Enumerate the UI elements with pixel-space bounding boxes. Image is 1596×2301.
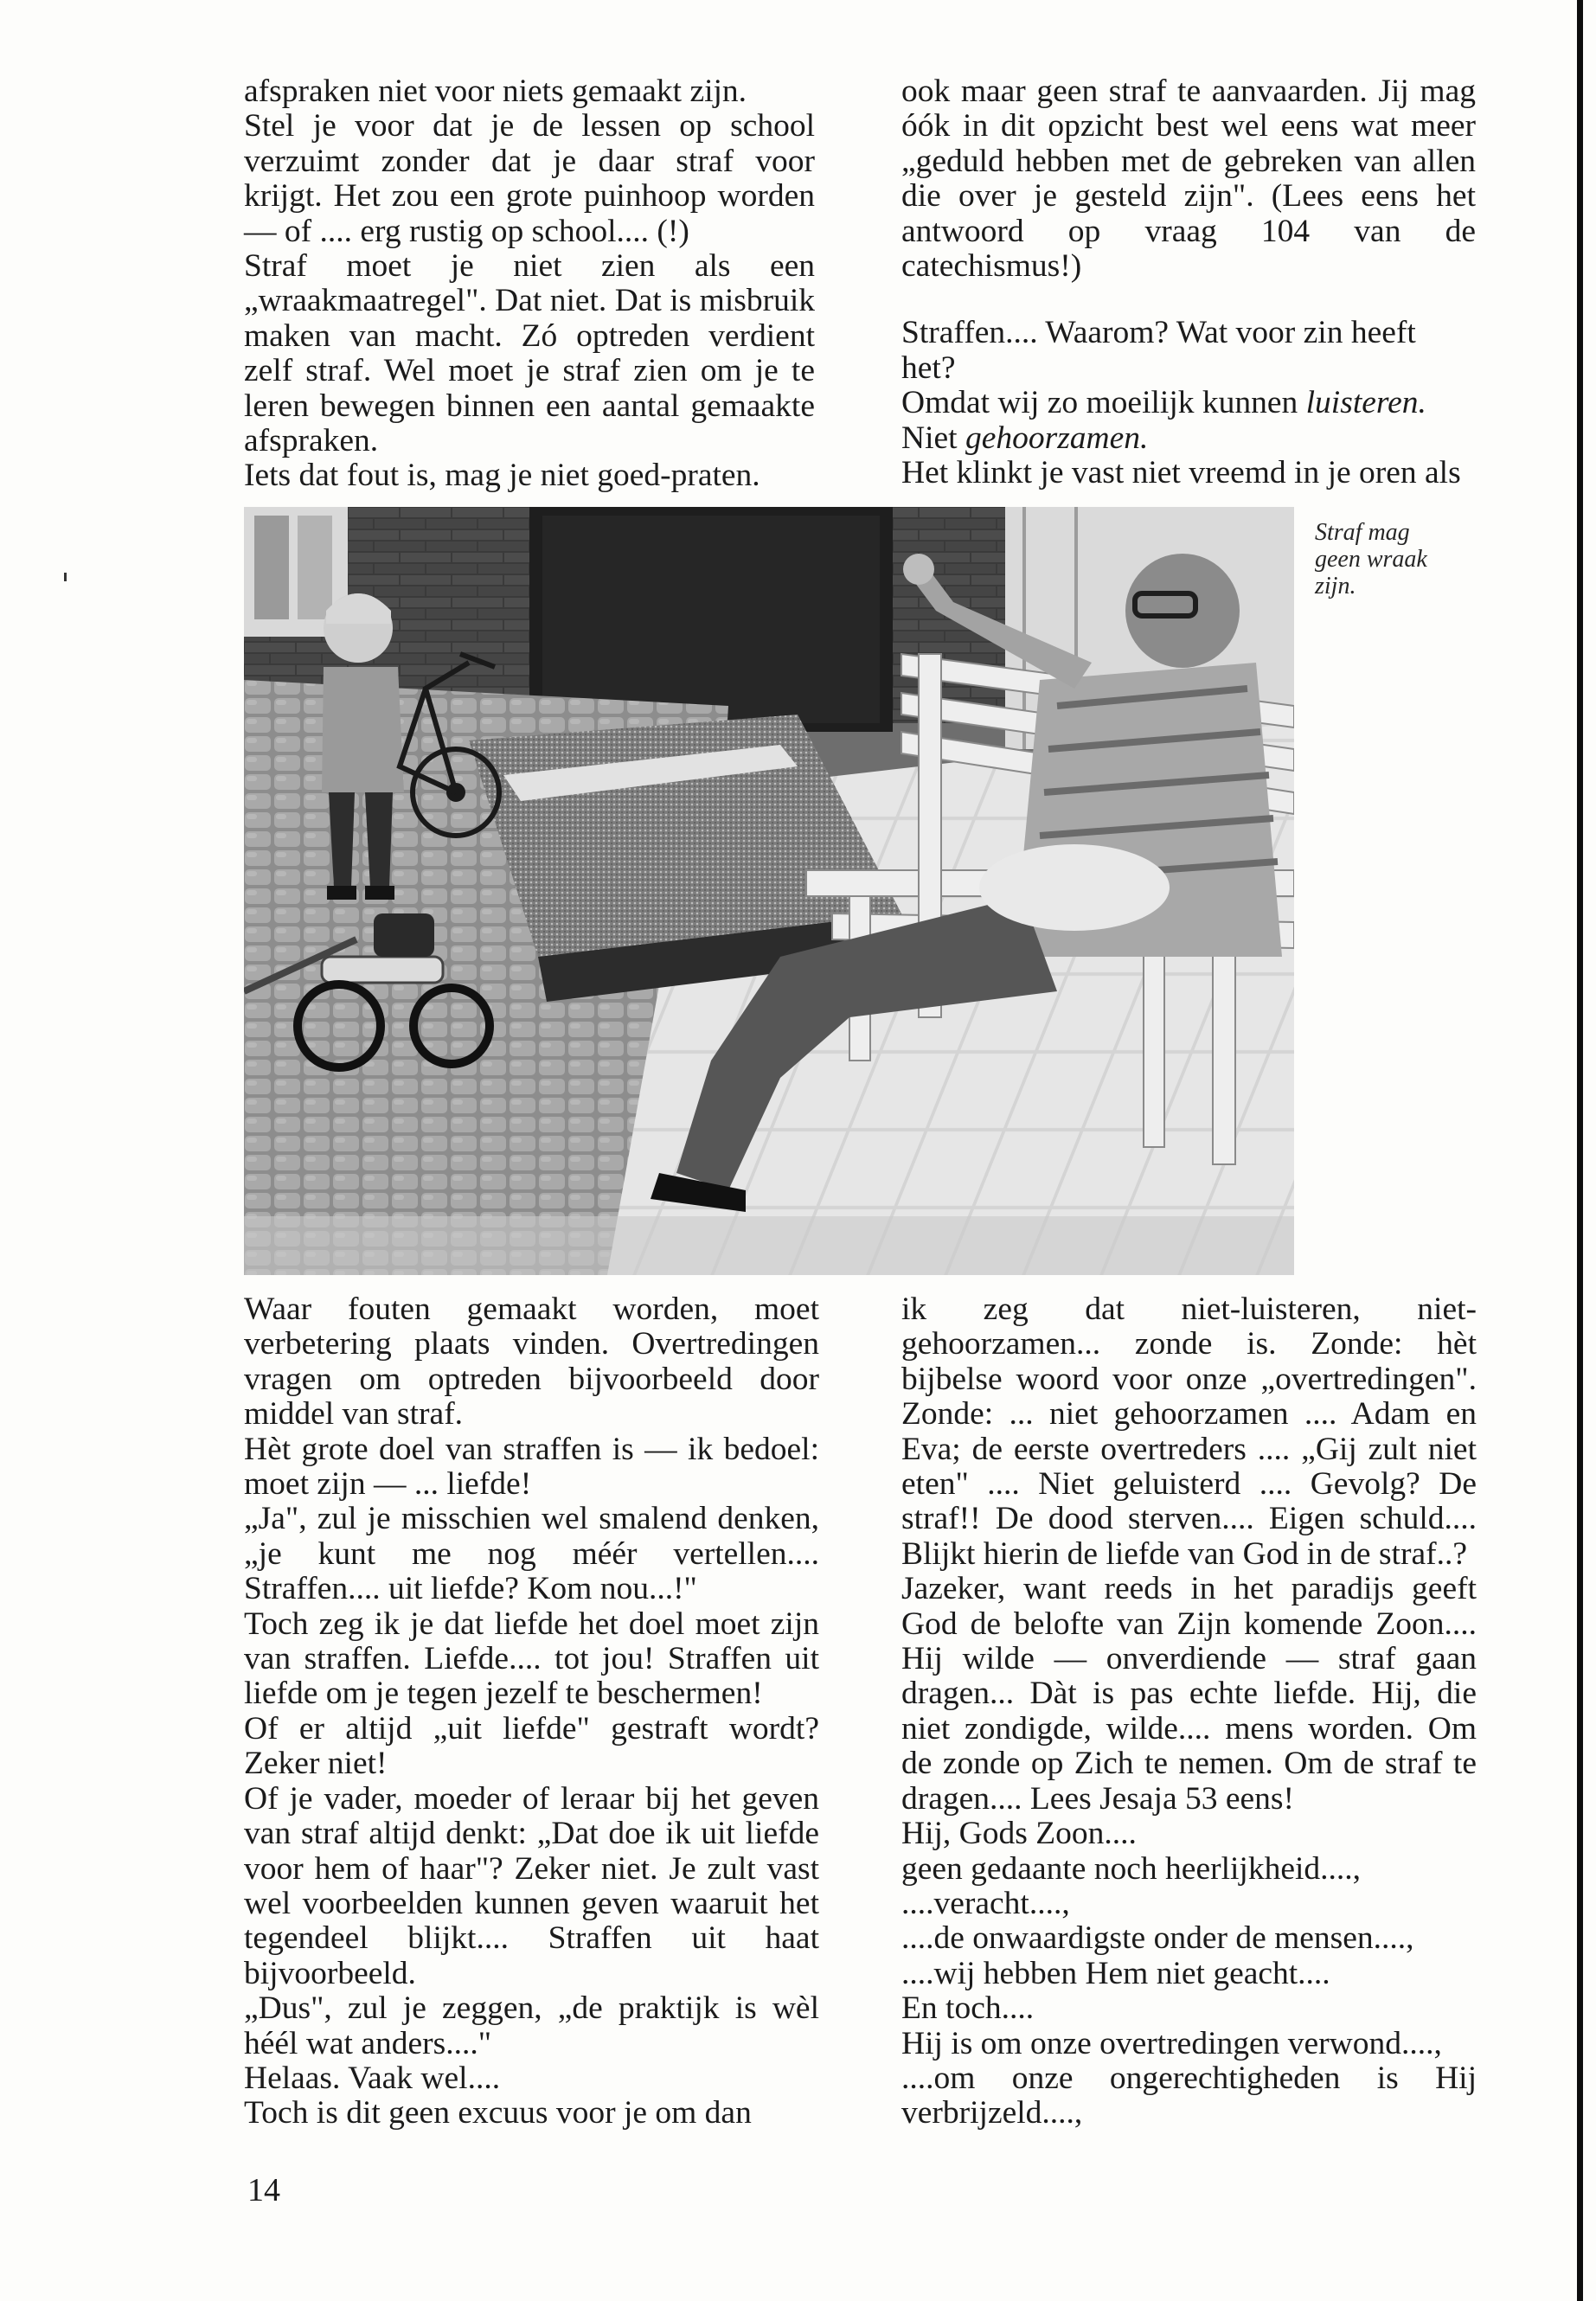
page-number: 14 (247, 2172, 280, 2208)
paragraph: Helaas. Vaak wel.... (244, 2060, 501, 2096)
caption-line: zijn. (1315, 573, 1356, 599)
paragraph: geen gedaante noch heerlijkheid...., (901, 1850, 1362, 1887)
paragraph: Hij is om onze overtredingen verwond...., (901, 2025, 1442, 2061)
column-bottom-left (244, 1292, 819, 2131)
paragraph: Het klinkt je vast niet vreemd in je oren als (901, 455, 1461, 491)
column-bottom-right (901, 1292, 1477, 2131)
paragraph: Straf moet je niet zien als een „wraakmaatregel". Dat niet. Dat is misbruik maken van macht. Zó optreden verdient zelf straf. Wel moet je straf zien om je te leren bewegen binnen een aantal gemaakte afspraken. (244, 248, 815, 459)
paragraph: ....de onwaardigste onder de mensen...., (901, 1920, 1414, 1957)
paragraph: Jazeker, want reeds in het paradijs geeft God de belofte van Zijn komende Zoon.... Hij wilde — onverdiende — straf gaan dragen... Dàt is pas echte liefde. Hij, die niet zondigde, wilde.... mens worden. Om de zonde op Zich te nemen. Om de straf te dragen.... Lees Jesaja 53 eens! (901, 1571, 1477, 1817)
stray-mark (64, 573, 67, 581)
paragraph (901, 386, 1476, 420)
paragraph: Straffen.... Waarom? Wat voor zin heeft het? (901, 315, 1416, 386)
paragraph: Hij, Gods Zoon.... (901, 1816, 1137, 1852)
photo-caption (1315, 519, 1471, 599)
page-edge-line (1577, 0, 1583, 2301)
column-top-left (244, 74, 815, 494)
emphasis: gehoorzamen. (965, 420, 1149, 456)
paragraph: ook maar geen straf te aanvaarden. Jij mag óók in dit opzicht best wel eens wat meer „geduld hebben met de gebreken van allen die over je gesteld zijn". (Lees eens het antwoord op vraag 104 van de catechismus!) (901, 74, 1476, 285)
paragraph: Of er altijd „uit liefde" gestraft wordt? Zeker niet! (244, 1710, 819, 1782)
text-run: Niet (901, 420, 965, 456)
text-run: Omdat wij zo moeilijk kunnen (901, 385, 1306, 421)
paragraph (901, 421, 1476, 456)
paragraph: ....om onze ongerechtigheden is Hij verbrijzeld...., (901, 2060, 1477, 2131)
paragraph: Stel je voor dat je de lessen op school verzuimt zonder dat je daar straf voor krijgt. Het zou een grote puinhoop worden — of .... erg rustig op school.... (!) (244, 108, 815, 249)
paragraph: Iets dat fout is, mag je niet goed-praten. (244, 458, 760, 494)
paragraph: Toch is dit geen excuus voor je om dan (244, 2095, 752, 2131)
photo-illustration (244, 507, 1294, 1275)
paragraph: „Dus", zul je zeggen, „de praktijk is wèl héél wat anders...." (244, 1990, 819, 2061)
paragraph: ....wij hebben Hem niet geacht.... (901, 1955, 1330, 1991)
photo-grandfather-and-child (244, 507, 1294, 1275)
paragraph: Toch zeg ik je dat liefde het doel moet zijn van straffen. Liefde.... tot jou! Straffen uit liefde om je tegen jezelf te beschermen! (244, 1606, 819, 1712)
caption-line: Straf mag (1315, 519, 1410, 546)
paragraph: afspraken niet voor niets gemaakt zijn. (244, 74, 747, 109)
paragraph: „Ja", zul je misschien wel smalend denken, „je kunt me nog méér vertellen.... Straffen.... uit liefde? Kom nou...!" (244, 1501, 819, 1607)
column-top-right (901, 74, 1476, 490)
paragraph: Hèt grote doel van straffen is — ik bedoel: moet zijn — ... liefde! (244, 1431, 819, 1503)
paragraph: Of je vader, moeder of leraar bij het geven van straf altijd denkt: „Dat doe ik uit liefde voor hem of haar"? Zeker niet. Je zult vast wel voorbeelden kunnen geven waaruit het tegendeel blijkt.... Straffen uit haat bijvoorbeeld. (244, 1780, 819, 1991)
paragraph: Waar fouten gemaakt worden, moet verbetering plaats vinden. Overtredingen vragen om optreden bijvoorbeeld door middel van straf. (244, 1292, 819, 1433)
emphasis: luisteren. (1305, 385, 1426, 421)
paragraph: ....veracht...., (901, 1885, 1070, 1921)
paragraph: En toch.... (901, 1990, 1035, 2027)
paragraph: ik zeg dat niet-luisteren, niet-gehoorzamen... zonde is. Zonde: hèt bijbelse woord voor onze „overtredingen". Zonde: ... niet gehoorzamen .... Adam en Eva; de eerste overtreders .... „Gij zult niet eten" .... Niet geluisterd .... Gevolg? De straf!! De dood sterven.... Eigen schuld.... Blijkt hierin de liefde van God in de straf..? (901, 1292, 1477, 1572)
caption-line: geen wraak (1315, 546, 1427, 573)
